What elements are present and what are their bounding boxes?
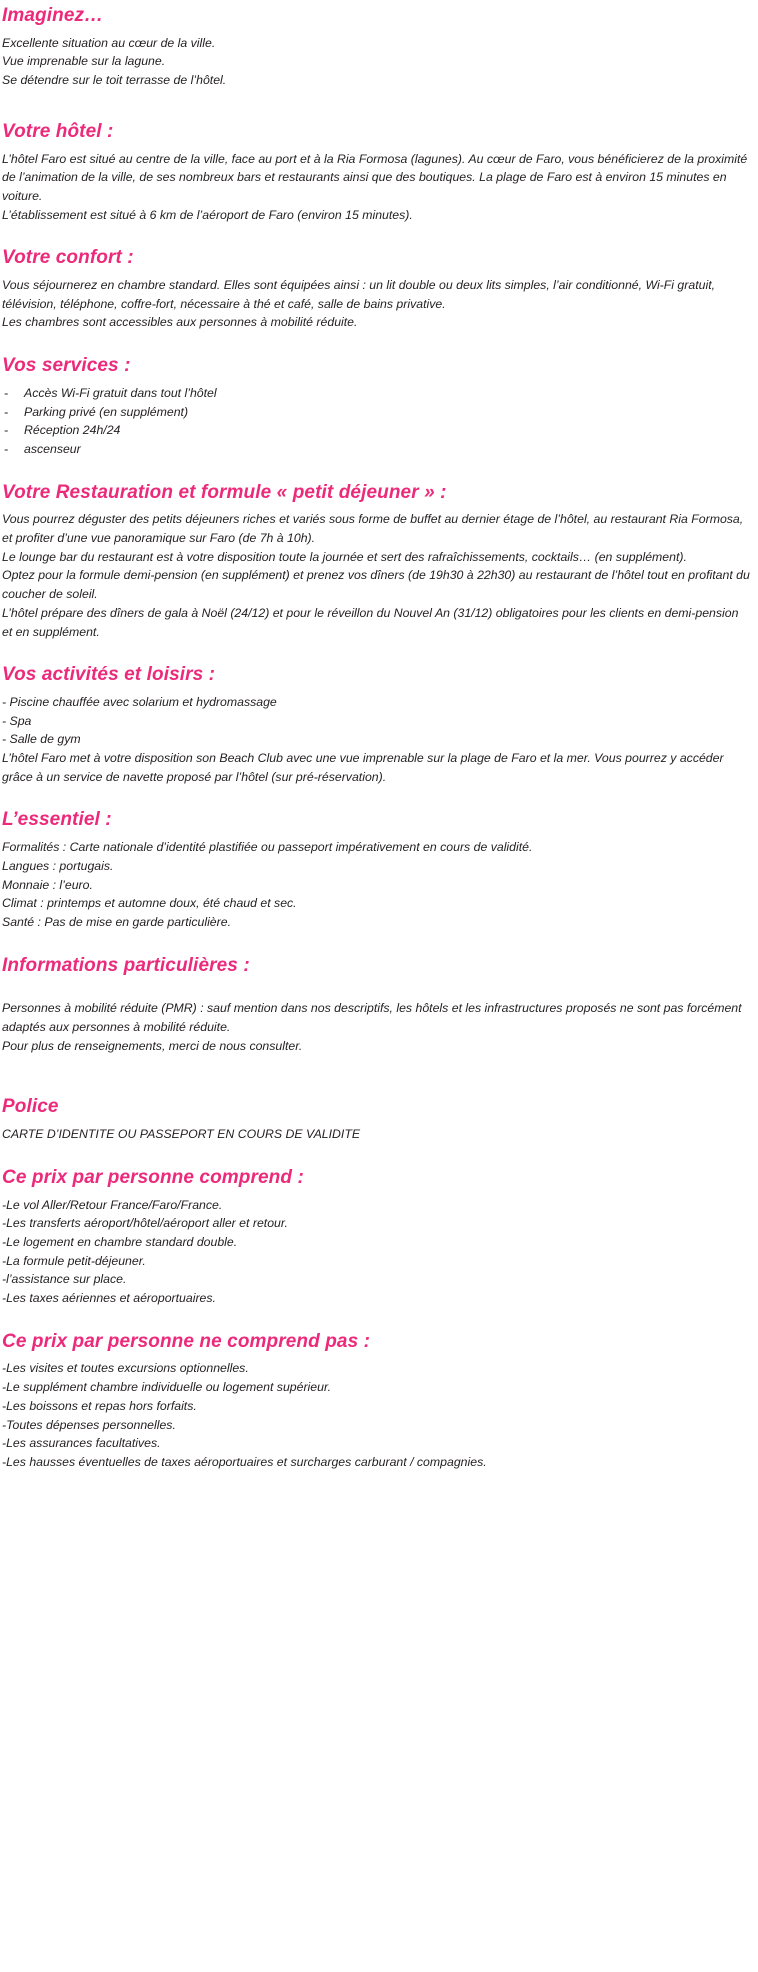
section-heading: Votre hôtel : <box>2 120 114 142</box>
body-line: Le lounge bar du restaurant est à votre disposition toute la journée et sert des rafraîchissements, cocktails… (en supplément). <box>2 549 687 564</box>
list-item: -Le vol Aller/Retour France/Faro/France. <box>2 1197 223 1212</box>
section-heading: Votre Restauration et formule « petit déjeuner » : <box>2 481 447 503</box>
list-item: Santé : Pas de mise en garde particulière. <box>2 914 231 929</box>
list-item <box>2 421 750 440</box>
section-vos-services <box>0 354 758 459</box>
section-heading: Informations particulières : <box>2 954 250 976</box>
list-item: Monnaie : l’euro. <box>2 877 93 892</box>
list-item: -Les taxes aériennes et aéroportuaires. <box>2 1291 216 1305</box>
body-line: Vue imprenable sur la lagune. <box>2 54 166 69</box>
list-item-label: Parking privé (en supplément) <box>24 404 189 419</box>
list-item <box>2 384 750 403</box>
dash-marker: - <box>4 441 9 456</box>
list-item: -Le supplément chambre individuelle ou logement supérieur. <box>2 1380 332 1395</box>
list-item-label: Accès Wi-Fi gratuit dans tout l’hôtel <box>24 385 217 400</box>
body-line: CARTE D’IDENTITE OU PASSEPORT EN COURS DE VALIDITE <box>2 1127 361 1142</box>
body-line: - Spa <box>2 713 32 728</box>
section-heading: L’essentiel : <box>2 809 112 831</box>
dash-marker: - <box>4 385 9 400</box>
body-line: - Salle de gym <box>2 732 81 747</box>
body-line: L’hôtel Faro met à votre disposition son Beach Club avec une vue imprenable sur la plage de Faro et la mer. Vous pourrez y accéder grâce à un service de navette proposé par l’hôtel (sur pré-réservation). <box>2 751 724 784</box>
section-heading: Ce prix par personne ne comprend pas : <box>2 1330 371 1352</box>
section-heading: Votre confort : <box>2 247 134 269</box>
list-item-label: ascenseur <box>24 441 81 456</box>
section-body <box>2 276 750 332</box>
section-police <box>0 1095 758 1143</box>
body-line: Excellente situation au cœur de la ville. <box>2 35 216 50</box>
section-heading: Vos services : <box>2 355 131 377</box>
essentiel-list <box>2 838 750 931</box>
section-prix-comprend <box>0 1166 758 1308</box>
list-item-label: Réception 24h/24 <box>24 423 121 438</box>
section-heading: Ce prix par personne comprend : <box>2 1166 304 1188</box>
body-line: Vous pourrez déguster des petits déjeuners riches et variés sous forme de buffet au dernier étage de l’hôtel, au restaurant Ria Formosa, et profiter d’une vue panoramique sur Faro (de 7h à 10h). <box>2 512 744 546</box>
section-body <box>2 510 750 641</box>
section-heading: Vos activités et loisirs : <box>2 664 216 686</box>
section-informations-particulieres <box>0 954 758 1056</box>
prix-comprend-list <box>2 1196 750 1308</box>
list-item: Climat : printemps et automne doux, été chaud et sec. <box>2 896 297 911</box>
list-item <box>2 440 750 459</box>
dash-marker: - <box>4 404 9 419</box>
section-lessentiel <box>0 808 758 931</box>
body-line: Optez pour la formule demi-pension (en supplément) et prenez vos dîners (de 19h30 à 22h30) au restaurant de l’hôtel tout en profitant du coucher de soleil. <box>2 568 750 602</box>
list-item: -Le logement en chambre standard double. <box>2 1234 238 1249</box>
body-line: L’hôtel prépare des dîners de gala à Noël (24/12) et pour le réveillon du Nouvel An (31/12) obligatoires pour les clients en demi-pension et en supplément. <box>2 605 739 639</box>
list-item <box>2 403 750 422</box>
section-body <box>2 34 750 90</box>
body-line: - Piscine chauffée avec solarium et hydromassage <box>2 694 277 709</box>
body-line: Les chambres sont accessibles aux personnes à mobilité réduite. <box>2 315 358 330</box>
services-list <box>2 384 750 459</box>
section-votre-hotel <box>0 120 758 225</box>
section-heading: Imaginez… <box>2 5 104 26</box>
list-item: -Les hausses éventuelles de taxes aéroportuaires et surcharges carburant / compagnies. <box>2 1454 487 1469</box>
section-body <box>2 693 750 786</box>
body-line: Pour plus de renseignements, merci de nous consulter. <box>2 1038 303 1053</box>
section-activites-loisirs <box>0 663 758 786</box>
dash-marker: - <box>4 423 9 438</box>
list-item: Formalités : Carte nationale d’identité plastifiée ou passeport impérativement en cours de validité. <box>2 840 533 855</box>
section-prix-ne-comprend-pas <box>0 1330 758 1472</box>
body-line: Personnes à mobilité réduite (PMR) : sauf mention dans nos descriptifs, les hôtels et les infrastructures proposés ne sont pas forcément adaptés aux personnes à mobilité réduite. <box>2 1001 742 1034</box>
list-item: Langues : portugais. <box>2 858 114 873</box>
section-body <box>2 1125 750 1144</box>
list-item: -Les boissons et repas hors forfaits. <box>2 1398 197 1413</box>
section-restauration <box>0 481 758 642</box>
body-line: Vous séjournerez en chambre standard. Elles sont équipées ainsi : un lit double ou deux lits simples, l’air conditionné, Wi-Fi gratuit, télévision, téléphone, coffre-fort, nécessaire à thé et café, salle de bains privative. <box>2 278 716 311</box>
body-line: L’hôtel Faro est situé au centre de la ville, face au port et à la Ria Formosa (lagunes). Au cœur de Faro, vous bénéficierez de la proximité de l’animation de la ville, de ses nombreux bars et restaurants ainsi que des boutiques. La plage de Faro est à environ 15 minutes en voiture. <box>2 151 748 203</box>
list-item: -La formule petit-déjeuner. <box>2 1253 146 1268</box>
list-item: -Les assurances facultatives. <box>2 1436 161 1451</box>
section-body <box>2 150 750 225</box>
list-item: -Les visites et toutes excursions optionnelles. <box>2 1361 249 1376</box>
section-votre-confort <box>0 246 758 332</box>
list-item: -Les transferts aéroport/hôtel/aéroport aller et retour. <box>2 1216 288 1231</box>
body-line: L’établissement est situé à 6 km de l’aéroport de Faro (environ 15 minutes). <box>2 207 413 222</box>
list-item: -Toutes dépenses personnelles. <box>2 1417 176 1432</box>
prix-ne-comprend-pas-list <box>2 1359 750 1471</box>
section-heading: Police <box>2 1096 59 1118</box>
body-line: Se détendre sur le toit terrasse de l’hôtel. <box>2 73 227 88</box>
list-item: -l’assistance sur place. <box>2 1272 127 1287</box>
section-imaginez <box>0 4 758 90</box>
section-body <box>2 999 750 1055</box>
